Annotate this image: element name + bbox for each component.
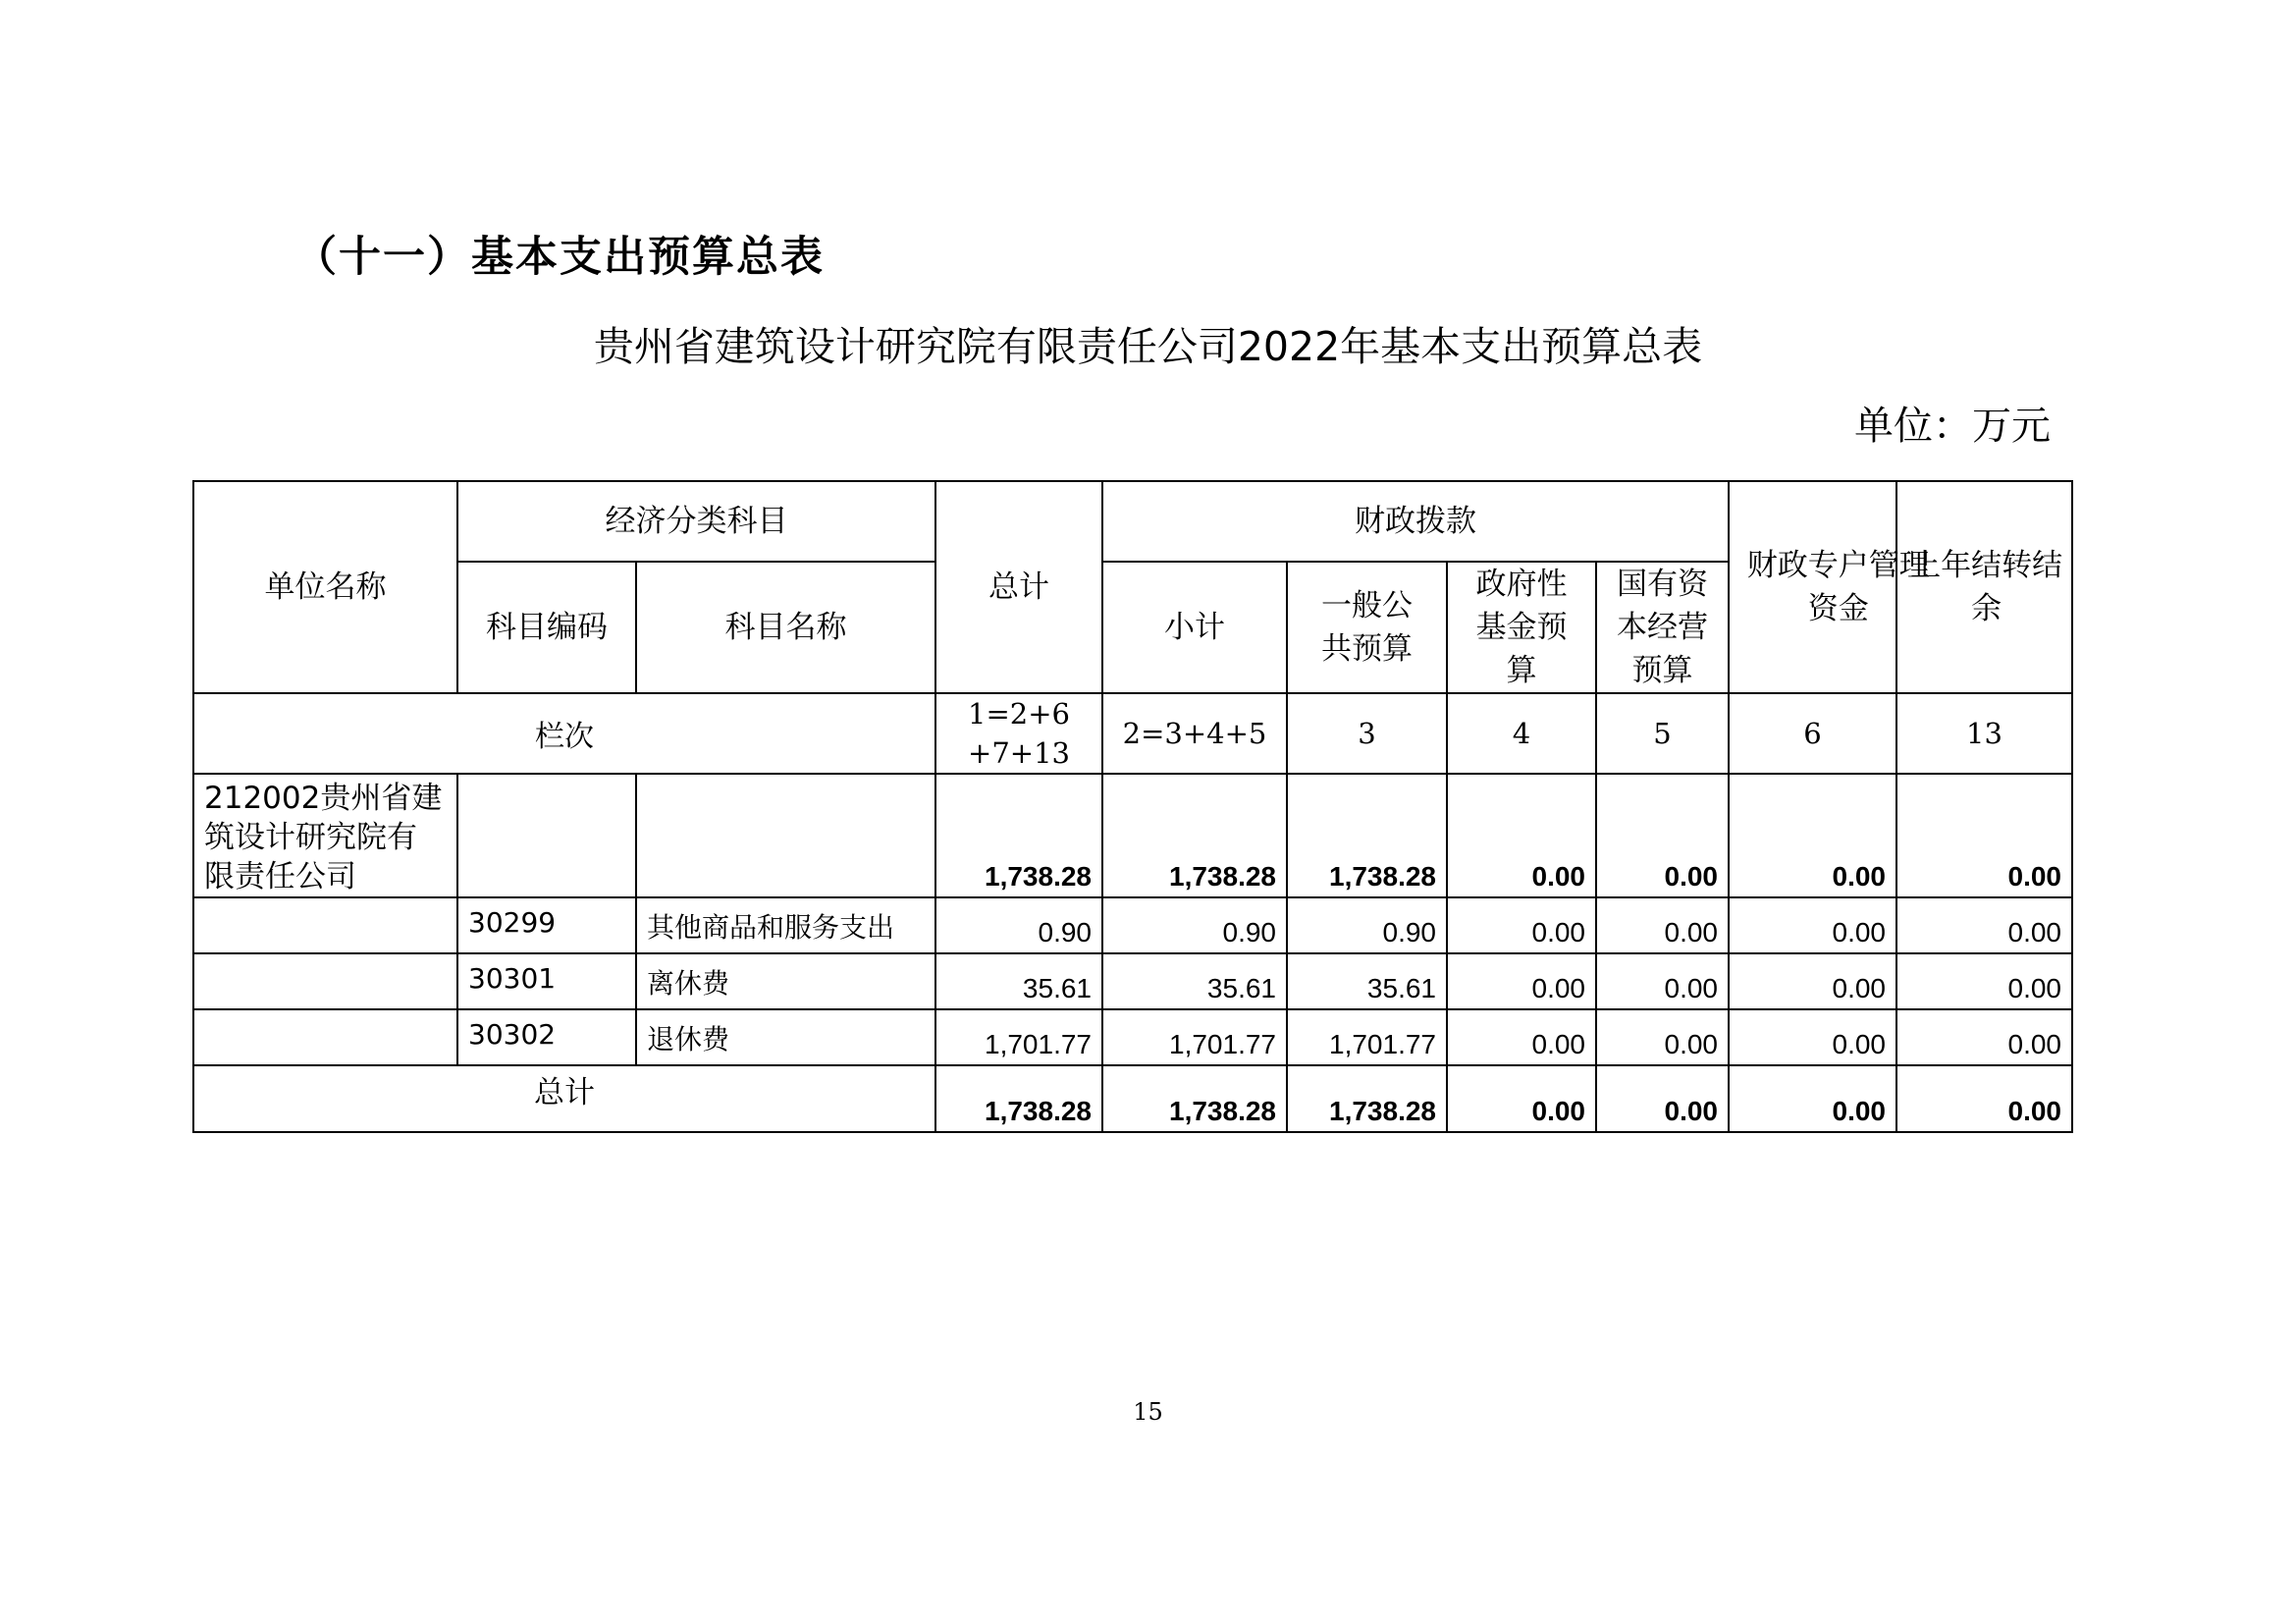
- lanci-subtotal: 2=3+4+5: [1102, 693, 1287, 774]
- unit-row-name: 212002贵州省建筑设计研究院有限责任公司: [193, 774, 457, 897]
- unit-row-code: [457, 774, 636, 897]
- total-row-state-capital-budget: 0.00: [1596, 1065, 1729, 1132]
- lanci-gov-fund-budget: 4: [1447, 693, 1596, 774]
- unit-row-total: 1,738.28: [935, 774, 1102, 897]
- header-state-capital-budget-text: 国有资本经营预算: [1616, 567, 1708, 688]
- lanci-total-text: 1=2+6+7+13: [968, 697, 1070, 770]
- row-1-prior-year-carryover: 0.00: [1896, 953, 2072, 1009]
- page-number: 15: [1133, 1398, 1163, 1426]
- row-2-state-capital-budget: 0.00: [1596, 1009, 1729, 1065]
- row-0-fiscal-special-fund: 0.00: [1729, 897, 1896, 953]
- header-econ-class: 经济分类科目: [457, 481, 935, 562]
- row-2-fiscal-special-fund: 0.00: [1729, 1009, 1896, 1065]
- row-2-gov-fund-budget: 0.00: [1447, 1009, 1596, 1065]
- header-fiscal-special-fund-text: 财政专户管理资金: [1746, 548, 1930, 626]
- row-2-prior-year-carryover: 0.00: [1896, 1009, 2072, 1065]
- header-state-capital-budget: [1596, 562, 1729, 693]
- row-0-total: 0.90: [935, 897, 1102, 953]
- total-row: [193, 1065, 2072, 1132]
- row-2-subject: 退休费: [636, 1009, 935, 1065]
- table-row: [193, 897, 2072, 953]
- row-1-gov-fund-budget: 0.00: [1447, 953, 1596, 1009]
- row-2-total: 1,701.77: [935, 1009, 1102, 1065]
- lanci-prior-year-carryover: 13: [1896, 693, 2072, 774]
- header-total: 总计: [935, 481, 1102, 693]
- row-0-code: 30299: [457, 897, 636, 953]
- lanci-label: 栏次: [193, 693, 935, 774]
- row-0-subtotal: 0.90: [1102, 897, 1287, 953]
- unit-row-state-capital-budget: 0.00: [1596, 774, 1729, 897]
- table-title: 贵州省建筑设计研究院有限责任公司2022年基本支出预算总表: [593, 323, 1703, 370]
- row-2-code: 30302: [457, 1009, 636, 1065]
- row-1-subtotal: 35.61: [1102, 953, 1287, 1009]
- row-0-general-public-budget: 0.90: [1287, 897, 1447, 953]
- header-row-1: [193, 481, 2072, 562]
- header-fiscal-appropriation: 财政拨款: [1102, 481, 1729, 562]
- total-row-prior-year-carryover: 0.00: [1896, 1065, 2072, 1132]
- row-2-subtotal: 1,701.77: [1102, 1009, 1287, 1065]
- row-1-name: [193, 953, 457, 1009]
- total-row-fiscal-special-fund: 0.00: [1729, 1065, 1896, 1132]
- header-general-public-budget: [1287, 562, 1447, 693]
- section-heading: （十一）基本支出预算总表: [294, 233, 825, 282]
- unit-row: [193, 774, 2072, 897]
- row-1-fiscal-special-fund: 0.00: [1729, 953, 1896, 1009]
- table-row: [193, 953, 2072, 1009]
- total-row-total: 1,738.28: [935, 1065, 1102, 1132]
- total-row-subtotal: 1,738.28: [1102, 1065, 1287, 1132]
- header-gov-fund-budget-text: 政府性基金预算: [1475, 567, 1568, 688]
- lanci-row: [193, 693, 2072, 774]
- unit-row-prior-year-carryover: 0.00: [1896, 774, 2072, 897]
- row-1-state-capital-budget: 0.00: [1596, 953, 1729, 1009]
- total-row-label: 总计: [193, 1065, 935, 1132]
- unit-row-gov-fund-budget: 0.00: [1447, 774, 1596, 897]
- header-gov-fund-budget: [1447, 562, 1596, 693]
- total-row-gov-fund-budget: 0.00: [1447, 1065, 1596, 1132]
- unit-row-subject: [636, 774, 935, 897]
- header-subtotal: 小计: [1102, 562, 1287, 693]
- row-0-prior-year-carryover: 0.00: [1896, 897, 2072, 953]
- row-1-subject: 离休费: [636, 953, 935, 1009]
- budget-table: [192, 480, 2073, 1133]
- lanci-general-public-budget: 3: [1287, 693, 1447, 774]
- row-1-total: 35.61: [935, 953, 1102, 1009]
- header-subject-name: 科目名称: [636, 562, 935, 693]
- row-0-subject: 其他商品和服务支出: [636, 897, 935, 953]
- lanci-fiscal-special-fund: 6: [1729, 693, 1896, 774]
- row-1-code: 30301: [457, 953, 636, 1009]
- table-row: [193, 1009, 2072, 1065]
- header-general-public-budget-text: 一般公共预算: [1320, 588, 1413, 667]
- unit-row-general-public-budget: 1,738.28: [1287, 774, 1447, 897]
- row-1-general-public-budget: 35.61: [1287, 953, 1447, 1009]
- lanci-state-capital-budget: 5: [1596, 693, 1729, 774]
- row-0-name: [193, 897, 457, 953]
- row-0-gov-fund-budget: 0.00: [1447, 897, 1596, 953]
- row-2-general-public-budget: 1,701.77: [1287, 1009, 1447, 1065]
- row-0-state-capital-budget: 0.00: [1596, 897, 1729, 953]
- lanci-total: [935, 693, 1102, 774]
- header-unit-name: 单位名称: [193, 481, 457, 693]
- unit-row-subtotal: 1,738.28: [1102, 774, 1287, 897]
- header-prior-year-carryover-text: 上年结转结余: [1910, 548, 2063, 626]
- header-fiscal-special-fund: [1729, 481, 1930, 693]
- header-subject-code: 科目编码: [457, 562, 636, 693]
- header-prior-year-carryover: [1896, 481, 2072, 693]
- total-row-general-public-budget: 1,738.28: [1287, 1065, 1447, 1132]
- unit-row-fiscal-special-fund: 0.00: [1729, 774, 1896, 897]
- row-2-name: [193, 1009, 457, 1065]
- unit-label: 单位：万元: [1854, 404, 2051, 449]
